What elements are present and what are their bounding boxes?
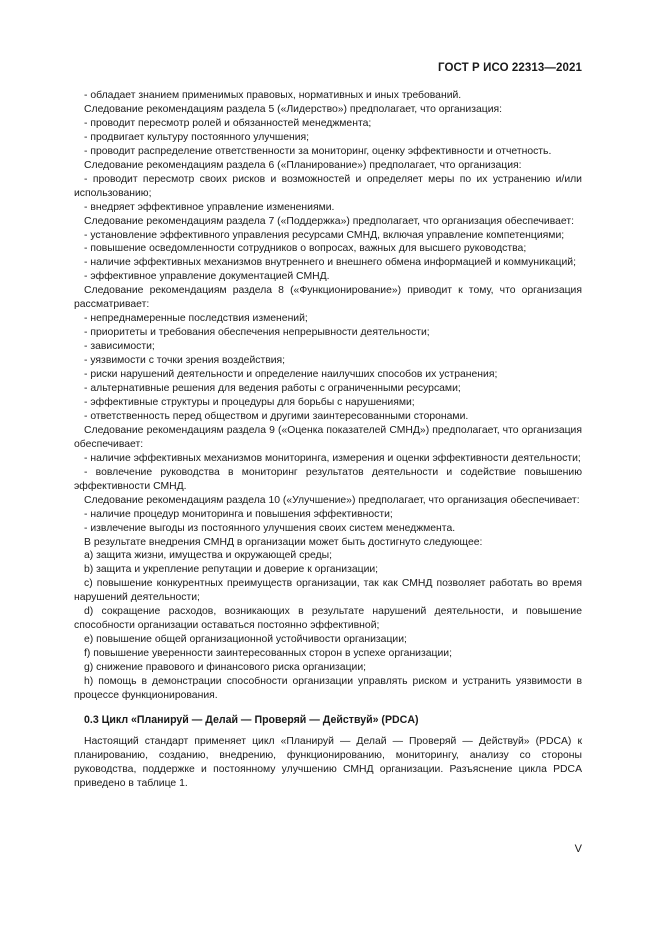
section-paragraph: Настоящий стандарт применяет цикл «Планируй — Делай — Проверяй — Действуй» (PDCA) к планированию, созданию, внедрению, функционированию, мониторингу, анализу со стороны руководства, поддержке и постоянному улучшению СМНД организации. Разъяснение цикла PDCA приведено в таблице 1.: [74, 735, 582, 789]
paragraph: - непреднамеренные последствия изменений;: [84, 313, 308, 325]
paragraph: - риски нарушений деятельности и определение наилучших способов их устранения;: [84, 369, 498, 381]
document-header: ГОСТ Р ИСО 22313—2021: [437, 62, 582, 74]
paragraph: - наличие эффективных механизмов внутреннего и внешнего обмена информацией и коммуникаций;: [84, 257, 576, 269]
paragraph: Следование рекомендациям раздела 5 («Лидерство») предполагает, что организация:: [84, 103, 503, 115]
paragraph: - проводит пересмотр ролей и обязанностей менеджмента;: [84, 117, 372, 129]
paragraph: - эффективное управление документацией СМНД.: [84, 271, 330, 283]
paragraph-list: [74, 89, 582, 703]
paragraph: - эффективные структуры и процедуры для борьбы с нарушениями;: [84, 396, 415, 408]
paragraph: Следование рекомендациям раздела 9 («Оценка показателей СМНД») предполагает, что организация обеспечивает:: [74, 424, 582, 450]
paragraph: g) снижение правового и финансового риска организации;: [84, 662, 367, 674]
paragraph: - уязвимости с точки зрения воздействия;: [84, 355, 286, 367]
paragraph: Следование рекомендациям раздела 7 («Поддержка») предполагает, что организация обеспечивает:: [84, 215, 574, 227]
paragraph: - зависимости;: [84, 341, 155, 353]
paragraph: - вовлечение руководства в мониторинг результатов деятельности и содействие повышению эффективности СМНД.: [74, 466, 582, 492]
page-content: [74, 89, 582, 791]
paragraph: - проводит распределение ответственности за мониторинг, оценку эффективности и отчетность.: [84, 145, 552, 157]
paragraph: - повышение осведомленности сотрудников о вопросах, важных для высшего руководства;: [84, 243, 527, 255]
paragraph: - альтернативные решения для ведения работы с ограниченными ресурсами;: [84, 383, 461, 395]
paragraph: - установление эффективного управления ресурсами СМНД, включая управление компетенциями;: [84, 229, 565, 241]
paragraph: - продвигает культуру постоянного улучшения;: [84, 131, 310, 143]
paragraph: Следование рекомендациям раздела 8 («Функционирование») приводит к тому, что организация рассматривает:: [74, 285, 582, 311]
paragraph: f) повышение уверенности заинтересованных сторон в успехе организации;: [84, 648, 452, 660]
paragraph: - наличие эффективных механизмов мониторинга, измерения и оценки эффективности деятельности;: [84, 452, 581, 464]
paragraph: Следование рекомендациям раздела 6 («Планирование») предполагает, что организация:: [84, 159, 522, 171]
paragraph: - приоритеты и требования обеспечения непрерывности деятельности;: [84, 327, 430, 339]
paragraph: - внедряет эффективное управление изменениями.: [84, 201, 335, 213]
paragraph: Следование рекомендациям раздела 10 («Улучшение») предполагает, что организация обеспечивает:: [84, 494, 580, 506]
paragraph: h) помощь в демонстрации способности организации управлять риском и устранить уязвимости в процессе функционирования.: [74, 676, 582, 701]
paragraph: d) сокращение расходов, возникающих в результате нарушений деятельности, и повышение способности организации оставаться постоянно эффективной;: [74, 606, 582, 632]
paragraph: - проводит пересмотр своих рисков и возможностей и определяет меры по их устранению и/или использованию;: [74, 173, 582, 199]
paragraph: e) повышение общей организационной устойчивости организации;: [84, 634, 407, 646]
paragraph: В результате внедрения СМНД в организации может быть достигнуто следующее:: [84, 536, 483, 548]
paragraph: - извлечение выгоды из постоянного улучшения своих систем менеджмента.: [84, 522, 456, 534]
section-title: 0.3 Цикл «Планируй — Делай — Проверяй — Действуй» (PDCA): [84, 713, 419, 726]
paragraph: - ответственность перед обществом и другими заинтересованными сторонами.: [84, 410, 469, 422]
paragraph: - наличие процедур мониторинга и повышения эффективности;: [84, 508, 393, 520]
paragraph: a) защита жизни, имущества и окружающей среды;: [84, 550, 333, 562]
page-number: V: [574, 843, 582, 855]
paragraph: c) повышение конкурентных преимуществ организации, так как СМНД позволяет работать во время нарушений деятельности;: [74, 578, 582, 604]
paragraph: b) защита и укрепление репутации и доверие к организации;: [84, 564, 379, 576]
paragraph: - обладает знанием применимых правовых, нормативных и иных требований.: [84, 90, 462, 101]
